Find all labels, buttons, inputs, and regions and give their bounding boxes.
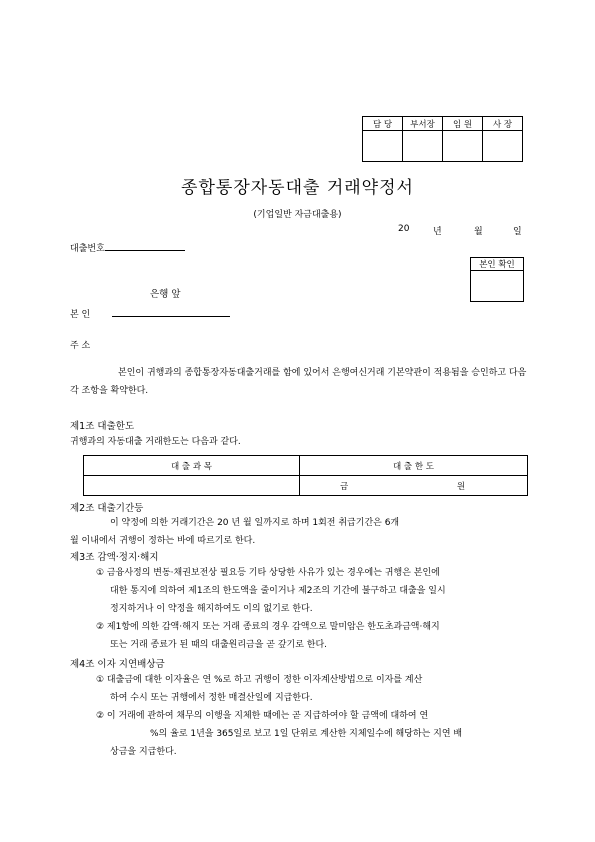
article2-line1: 이 약정에 의한 거래기간은 20 년 월 일까지로 하며 1회전 취급기간은 6개 xyxy=(110,518,400,528)
loan-subject-header: 대 출 과 목 xyxy=(84,456,300,476)
loan-limit-amount-cell[interactable] xyxy=(300,476,528,496)
identity-check-seal-area[interactable] xyxy=(471,271,524,302)
article1-body: 귀행과의 자동대출 거래한도는 다음과 같다. xyxy=(70,437,241,447)
loan-number-label: 대출번호 xyxy=(70,244,105,254)
article4-item2-line2: %의 율로 1년을 365일로 보고 1일 단위로 계산한 지체일수에 해당하는 지연 배 xyxy=(150,729,463,739)
bank-addressee: 은행 앞 xyxy=(150,289,181,300)
date-day-unit: 일 xyxy=(513,227,522,237)
identity-check-box xyxy=(470,257,524,302)
amount-unit: 원 xyxy=(456,481,466,492)
article3-item1-line3: 정지하거나 이 약정을 해지하여도 이의 없기로 한다. xyxy=(110,604,313,614)
article2-heading: 제2조 대출기간등 xyxy=(70,503,144,514)
amount-prefix: 금 xyxy=(340,481,349,492)
date-month-unit: 월 xyxy=(474,227,483,237)
article2-line2: 월 이내에서 귀행이 정하는 바에 따르기로 한다. xyxy=(70,536,256,546)
approval-signature-box[interactable] xyxy=(443,131,483,162)
document-title: 종합통장자동대출 거래약정서 xyxy=(181,178,414,198)
approval-signature-box[interactable] xyxy=(483,131,523,162)
loan-number-field[interactable] xyxy=(105,241,185,251)
article3-item1-line1: ① 금융사정의 변동·채권보전상 필요등 기타 상당한 사유가 있는 경우에는 귀행은 본인에 xyxy=(96,568,440,578)
identity-check-label: 본인 확인 xyxy=(471,258,524,271)
article3-item2-line1: ② 제1항에 의한 감액·해지 또는 거래 종료의 경우 감액으로 말미암은 한도초과금액·해지 xyxy=(96,622,440,632)
principal-row xyxy=(70,307,230,320)
approval-table xyxy=(362,116,523,162)
loan-number-row xyxy=(70,241,185,254)
approval-signature-box[interactable] xyxy=(363,131,403,162)
principal-label: 본 인 xyxy=(70,310,91,320)
article1-heading: 제1조 대출한도 xyxy=(70,421,135,432)
approval-header-dept-head: 부서장 xyxy=(403,117,443,131)
loan-subject-cell[interactable] xyxy=(84,476,300,496)
principal-name-field[interactable] xyxy=(112,307,230,317)
approval-header-manager: 담 당 xyxy=(363,117,403,131)
article4-item1-line1: ① 대출금에 대한 이자율은 연 %로 하고 귀행이 정한 이자계산방법으로 이자를 계산 xyxy=(96,675,423,685)
date-year-unit: 년 xyxy=(433,227,442,237)
approval-header-president: 사 장 xyxy=(483,117,523,131)
article4-item1-line2: 하여 수시 또는 귀행에서 정한 매결산일에 지급한다. xyxy=(110,693,313,703)
loan-limit-table xyxy=(83,455,528,496)
approval-signature-box[interactable] xyxy=(403,131,443,162)
article3-item2-line2: 또는 거래 종료가 된 때의 대출원리금을 곧 갚기로 한다. xyxy=(110,640,328,650)
approval-header-executive: 임 원 xyxy=(443,117,483,131)
address-row xyxy=(70,338,90,351)
article3-heading: 제3조 감액·정지·해지 xyxy=(70,552,159,563)
article4-item2-line3: 상금을 지급한다. xyxy=(110,747,177,757)
intro-paragraph: 본인이 귀행과의 종합통장자동대출거래를 함에 있어서 은행여신거래 기본약관이 적용됨을 승인하고 다음 각 조항을 확약한다. xyxy=(70,368,527,396)
date-year: 20 xyxy=(398,224,410,234)
address-label: 주 소 xyxy=(70,341,91,351)
article4-item2-line1: ② 이 거래에 관하여 채무의 이행을 지체한 때에는 곧 지급하여야 할 금액에 대하여 연 xyxy=(96,711,429,721)
article4-heading: 제4조 이자 지연배상금 xyxy=(70,659,165,670)
loan-limit-header: 대 출 한 도 xyxy=(300,456,528,476)
article3-item1-line2: 대한 통지에 의하여 제1조의 한도액을 줄이거나 제2조의 기간에 불구하고 대출을 일시 xyxy=(110,586,446,596)
document-subtitle: (기업일반 자금대출용) xyxy=(253,210,342,220)
